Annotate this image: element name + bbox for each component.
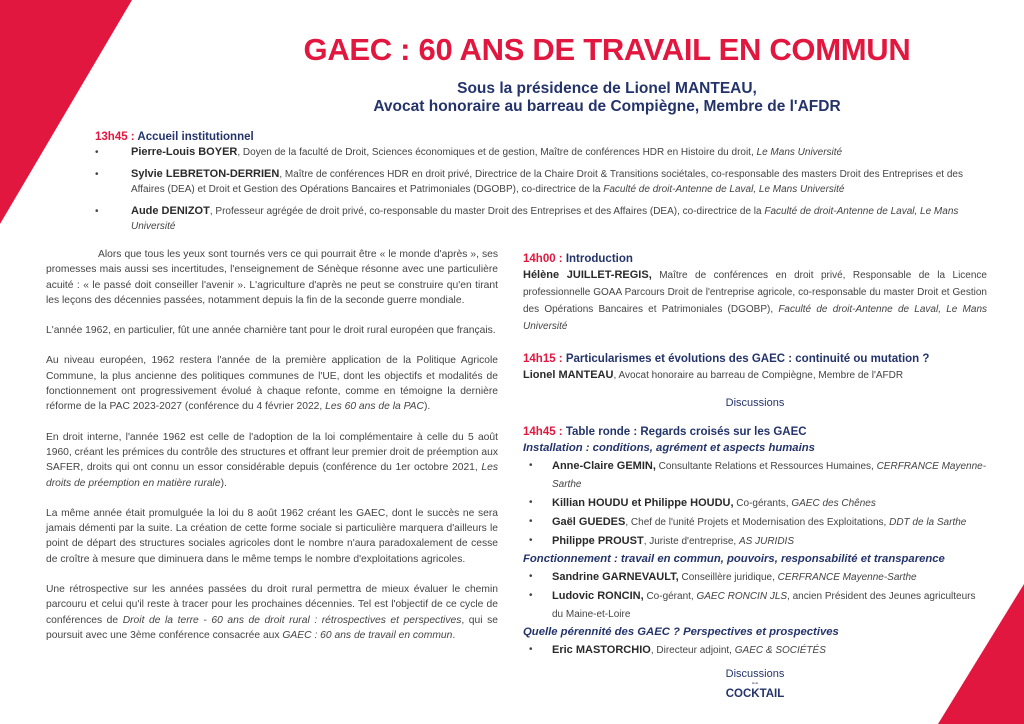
- speaker-desc: , Directeur adjoint,: [650, 645, 735, 656]
- speaker-desc: Conseillère juridique,: [678, 572, 778, 583]
- italic-run: Droit de la terre - 60 ans de droit rural : rétrospectives et perspectives: [122, 614, 462, 626]
- speaker-name: Killian HOUDU et Philippe HOUDU,: [552, 497, 734, 509]
- speaker-desc: , Maître de conférences HDR en droit privé, Directrice de la Chaire Droit & Transitions sociétales, co-responsable des masters Droit des Entreprises et des Affaires (DEA) et Droit et Gestion des Opérations Bancaires et Patrimoniales (DGOBP), co-directrice de la: [131, 168, 963, 195]
- text-run: Une rétrospective sur les années passées du droit rural permettra de mieux évaluer le chemin parcouru et celui qu'il reste à tracer pour les prochaines décennies. Tel est l'objectif de ce cycle de conférences de: [46, 584, 498, 626]
- table-ronde-subtopic: Installation : conditions, agrément et aspects humains: [523, 442, 815, 454]
- speaker-name: Philippe PROUST: [552, 535, 644, 547]
- cocktail-label: COCKTAIL: [725, 688, 785, 700]
- speaker-name: Lionel MANTEAU: [523, 369, 614, 381]
- speaker-affiliation: Faculté de droit-Antenne de Laval, Le Mans Université: [131, 205, 959, 232]
- session-label: Introduction: [562, 253, 633, 265]
- speaker-name: Pierre-Louis BOYER: [131, 146, 238, 158]
- speaker-item: [95, 145, 975, 161]
- text-run: .: [452, 629, 456, 641]
- text-run: En droit interne, l'année 1962 est celle de l'adoption de la loi complémentaire à celle du 5 août 1960, créant les prémices du contrôle des structures et offrant leur premier droit de préemption aux SAFER, droits qui ont connu un essor considérable depuis (conférence du 1er octobre 2021,: [46, 431, 498, 474]
- speaker-name: Hélène JUILLET-REGIS,: [523, 269, 652, 281]
- intro-paragraph: La même année était promulguée la loi du 8 août 1962 créant les GAEC, dont le succès ne sera jamais démenti par la suite. La création de cette forme sociale si particulière marquera d'ailleurs le point de départ des structures sociales agricoles dont le nombre n'aura paradoxalement de cesse de croître à mesure que diminuera dans le même temps le nombre d'exploitations agricoles.: [46, 507, 498, 565]
- speaker-desc-tail: , ancien Président des Jeunes agriculteurs du Maine-et-Loire: [552, 591, 976, 620]
- table-ronde-heading: [523, 424, 987, 440]
- text-run: ).: [423, 401, 431, 413]
- speaker-item: [523, 587, 987, 624]
- discussions-label: Discussions: [725, 668, 785, 680]
- text-run: Au niveau européen, 1962 restera l'année de la première application de la Politique Agricole Commune, la plus ancienne des politiques communes de l'UE, dont les objectifs et modalités de fonctionnement ont progressivement évolué à chaque refonte, comme en témoigne la dernière réforme de la PAC 2023-2027 (conférence du 4 février 2022,: [46, 355, 498, 413]
- speaker-desc: , Doyen de la faculté de Droit, Sciences économiques et de gestion, Maître de conférences HDR en Histoire du droit,: [237, 147, 757, 158]
- speaker-name: Gaël GUEDES: [552, 516, 626, 528]
- speaker-affiliation: GAEC des Chênes: [791, 498, 876, 509]
- introduction-text-column: [46, 247, 498, 658]
- speaker-item: [523, 568, 987, 587]
- speaker-name: Sylvie LEBRETON-DERRIEN: [131, 167, 280, 180]
- speaker-item: [523, 532, 987, 551]
- speaker-name: Sandrine GARNEVAULT,: [552, 571, 679, 583]
- accueil-heading: [95, 131, 975, 143]
- accueil-label: Accueil institutionnel: [134, 131, 254, 143]
- speaker-desc: Co-gérant,: [643, 591, 697, 602]
- speaker-item: [95, 204, 975, 235]
- speaker-affiliation: GAEC RONCIN JLS: [696, 591, 788, 602]
- table-ronde-subtopic: Fonctionnement : travail en commun, pouvoirs, responsabilité et transparence: [523, 553, 945, 565]
- italic-run: GAEC : 60 ans de travail en commun: [282, 629, 453, 641]
- intro-session-speaker: [523, 267, 987, 335]
- text-run: , qui se poursuit avec une 3ème conférence consacrée aux: [46, 614, 498, 641]
- session-time: 14h00 :: [523, 253, 563, 265]
- program-column: [523, 251, 987, 700]
- particularismes-session-heading: [523, 351, 987, 367]
- speaker-item: [523, 641, 987, 660]
- speaker-name: Ludovic RONCIN,: [552, 590, 644, 602]
- italic-run: Les droits de préemption en matière rurale: [46, 462, 498, 489]
- speaker-desc: , Juriste d'entreprise,: [643, 536, 739, 547]
- accueil-time: 13h45 :: [95, 131, 135, 143]
- session-label: Table ronde : Regards croisés sur les GAEC: [562, 426, 807, 438]
- speaker-desc: , Professeur agrégée de droit privé, co-responsable du master Droit des Entreprises et des Affaires (DEA), co-directrice de la: [209, 205, 765, 217]
- intro-paragraph: [46, 353, 498, 414]
- intro-paragraph: Alors que tous les yeux sont tournés vers ce qui pourrait être « le monde d'après », ses promesses mais aussi ses incertitudes, l'enseignement de Sénèque résonne avec une particulière acuité : « le passé doit conseiller l'avenir ». L'agriculture d'après ne peut se construire qu'en tirant les leçons des décennies passées, notamment depuis la fin de la seconde guerre mondiale.: [46, 249, 498, 306]
- speaker-item: [523, 494, 987, 513]
- session-label: Particularismes et évolutions des GAEC : continuité ou mutation ?: [562, 353, 930, 365]
- speaker-item: [95, 167, 975, 198]
- intro-session-heading: [523, 251, 987, 267]
- text-run: ).: [220, 477, 227, 489]
- speaker-affiliation: AS JURIDIS: [738, 536, 794, 547]
- speaker-desc: , Chef de l'unité Projets et Modernisation des Exploitations,: [625, 517, 890, 528]
- speaker-affiliation: CERFRANCE Mayenne-Sarthe: [552, 461, 987, 490]
- intro-paragraph: L'année 1962, en particulier, fût une année charnière tant pour le droit rural européen que français.: [46, 325, 496, 337]
- intro-paragraph: [46, 582, 498, 643]
- speaker-name: Aude DENIZOT: [131, 204, 210, 217]
- accueil-section: [95, 131, 975, 235]
- subtitle-line-2: Avocat honoraire au barreau de Compiègne, Membre de l'AFDR: [373, 98, 841, 115]
- session-time: 14h45 :: [523, 426, 563, 438]
- subtitle-line-1: Sous la présidence de Lionel MANTEAU,: [457, 80, 757, 97]
- italic-run: Les 60 ans de la PAC: [325, 401, 424, 413]
- speaker-affiliation: Le Mans Université: [756, 147, 843, 158]
- page-subtitle: [0, 80, 1024, 116]
- speaker-affiliation: Faculté de droit-Antenne de Laval, Le Mans Université: [603, 184, 845, 195]
- table-ronde-subtopic: Quelle pérennité des GAEC ? Perspectives et prospectives: [523, 626, 839, 638]
- discussions-label: Discussions: [725, 397, 785, 409]
- separator: --: [751, 678, 759, 689]
- speaker-affiliation: GAEC & SOCIÉTÉS: [734, 645, 826, 656]
- speaker-item: [523, 513, 987, 532]
- page-title: GAEC : 60 ANS DE TRAVAIL EN COMMUN: [303, 32, 911, 67]
- speaker-desc: Co-gérants,: [733, 498, 792, 509]
- speaker-affiliation: DDT de la Sarthe: [889, 517, 967, 528]
- speaker-desc: , Avocat honoraire au barreau de Compiègne, Membre de l'AFDR: [613, 370, 904, 381]
- speaker-affiliation: Faculté de droit-Antenne de Laval, Le Mans Université: [523, 304, 988, 332]
- speaker-desc: Consultante Relations et Ressources Humaines,: [655, 461, 877, 472]
- speaker-name: Anne-Claire GEMIN,: [552, 460, 656, 472]
- speaker-name: Eric MASTORCHIO: [552, 644, 651, 656]
- speaker-affiliation: CERFRANCE Mayenne-Sarthe: [777, 572, 917, 583]
- particularismes-speaker: [523, 367, 987, 384]
- speaker-desc: Maître de conférences en droit privé, Responsable de la Licence professionnelle GOAA Parcours Droit de l'entreprise agricole, co-responsable du master Droit et Gestion des Opérations Bancaires et Patrimoniales (DGOBP),: [523, 270, 987, 315]
- intro-paragraph: [46, 430, 498, 491]
- session-time: 14h15 :: [523, 353, 563, 365]
- speaker-item: [523, 457, 987, 494]
